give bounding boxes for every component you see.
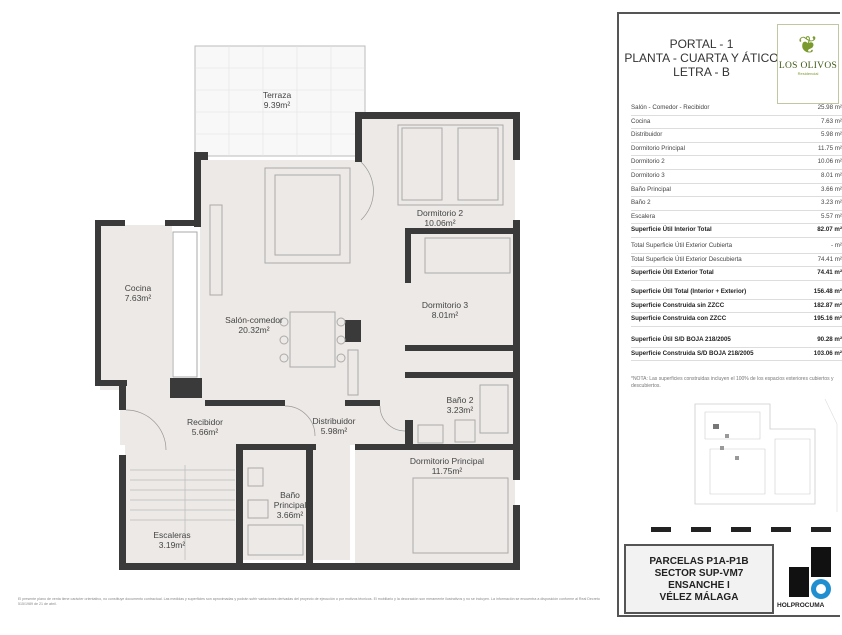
- room-name: Recibidor: [187, 417, 223, 427]
- surface-row: [631, 313, 842, 327]
- room-area: 5.66m²: [191, 427, 219, 437]
- surface-row: [631, 240, 842, 254]
- floor-label: PLANTA - CUARTA Y ÁTICO: [624, 51, 779, 65]
- room-name: Salón-comedor: [225, 315, 283, 325]
- olive-branch-icon: ❦: [797, 32, 819, 59]
- surface-label: Total Superficie Útil Exterior Cubierta: [631, 242, 733, 249]
- room-area: 8.01m²: [431, 310, 459, 320]
- room-label-recibidor: [187, 417, 223, 437]
- site-location-map: [675, 394, 842, 512]
- surface-label: Cocina: [631, 117, 651, 125]
- surface-value: 103.06 m²: [813, 349, 842, 357]
- room-name: Baño Principal: [273, 490, 307, 510]
- room-area: 5.98m²: [320, 426, 348, 436]
- scale-bar: [651, 527, 842, 533]
- surface-value: 82.07 m²: [817, 226, 842, 234]
- surface-value: 25.98 m²: [817, 104, 842, 111]
- surface-value: 5.98 m²: [821, 131, 842, 139]
- surface-label: Superficie Construida sin ZZCC: [631, 301, 725, 309]
- room-label-cocina: [125, 283, 151, 303]
- surface-label: Superficie Útil Interior Total: [631, 226, 712, 234]
- surface-row: [631, 267, 842, 281]
- interior-surfaces-table: [631, 102, 842, 238]
- room-label-terraza: [263, 90, 291, 110]
- room-label-bano-principal: [268, 490, 313, 520]
- room-label-dormitorio-2: [417, 208, 463, 228]
- surface-value: - m²: [831, 242, 842, 249]
- room-area: 7.63m²: [124, 293, 152, 303]
- room-label-escaleras: [153, 530, 190, 550]
- surface-row: [631, 102, 842, 116]
- room-label-bano-2: [447, 395, 474, 415]
- surface-value: 74.41 m²: [817, 255, 842, 263]
- surface-row: [631, 184, 842, 198]
- room-area: 3.66m²: [276, 510, 304, 520]
- surface-value: 90.28 m²: [817, 336, 842, 343]
- boja-surfaces-table: [631, 334, 842, 361]
- surface-label: Dormitorio Principal: [631, 144, 685, 152]
- parcelas-line-4: VÉLEZ MÁLAGA: [659, 592, 739, 603]
- total-surfaces-table: [631, 286, 842, 327]
- surface-row: [631, 116, 842, 130]
- room-area: 11.75m²: [431, 466, 463, 476]
- info-panel: [617, 12, 840, 617]
- room-name: Baño 2: [446, 395, 474, 405]
- room-name: Dormitorio 3: [421, 300, 469, 310]
- logo-name: LOS OLIVOS: [778, 61, 838, 71]
- surface-label: Dormitorio 2: [631, 158, 665, 166]
- room-area: 3.23m²: [446, 405, 474, 415]
- portal-label: PORTAL - 1: [669, 37, 734, 51]
- parcelas-line-3: ENSANCHE I: [668, 580, 730, 591]
- parcelas-line-2: SECTOR SUP-VM7: [654, 568, 744, 579]
- surface-label: Superficie Construida con ZZCC: [631, 315, 727, 323]
- surface-label: Superficie Útil S/D BOJA 218/2005: [631, 336, 731, 343]
- surface-row: [631, 348, 842, 362]
- surface-row: [631, 211, 842, 225]
- surface-row: [631, 197, 842, 211]
- room-area: 20.32m²: [238, 325, 270, 335]
- surface-value: 182.87 m²: [813, 301, 842, 309]
- surface-label: Superficie Útil Total (Interior + Exterior): [631, 288, 747, 295]
- surface-value: 195.16 m²: [813, 315, 842, 323]
- logo-subtitle: Residencial: [797, 71, 819, 76]
- room-name: Terraza: [262, 90, 292, 100]
- surface-row: [631, 334, 842, 348]
- surface-row: [631, 143, 842, 157]
- letter-label: LETRA - B: [673, 65, 730, 79]
- holprocuma-name: HOLPROCUMA: [777, 602, 825, 609]
- room-label-dormitorio-3: [422, 300, 468, 320]
- surface-row: [631, 254, 842, 268]
- surface-label: Distribuidor: [631, 131, 663, 139]
- surfaces-note: *NOTA: Las superficies construidas incluyen el 100% de los espacios exteriores cubiertos y descubiertos.: [631, 376, 834, 389]
- surface-value: 8.01 m²: [821, 171, 842, 179]
- surface-value: 3.23 m²: [821, 199, 842, 207]
- surface-value: 156.48 m²: [813, 288, 842, 295]
- parcelas-line-1: PARCELAS P1A-P1B: [649, 556, 749, 567]
- surface-label: Dormitorio 3: [631, 171, 665, 179]
- surface-row: [631, 156, 842, 170]
- exterior-surfaces-table: [631, 240, 842, 281]
- room-area: 9.39m²: [263, 100, 291, 110]
- surface-label: Baño Principal: [631, 185, 671, 193]
- room-name: Cocina: [124, 283, 152, 293]
- surface-row: [631, 286, 842, 300]
- room-name: Dormitorio Principal: [409, 456, 485, 466]
- surface-label: Total Superficie Útil Exterior Descubierta: [631, 255, 742, 263]
- surface-row: [631, 170, 842, 184]
- room-name: Dormitorio 2: [416, 208, 464, 218]
- surface-value: 7.63 m²: [821, 117, 842, 125]
- room-label-dormitorio-principal: [410, 456, 484, 476]
- surface-value: 74.41 m²: [817, 269, 842, 277]
- room-label-salon-comedor: [225, 315, 283, 335]
- surface-row: [631, 129, 842, 143]
- room-name: Escaleras: [153, 530, 191, 540]
- holprocuma-logo-icon: [781, 547, 839, 602]
- surface-row: [631, 224, 842, 238]
- surface-value: 3.66 m²: [821, 185, 842, 193]
- room-name: Distribuidor: [312, 416, 356, 426]
- unit-header: [619, 37, 784, 79]
- surface-value: 5.57 m²: [821, 212, 842, 220]
- room-area: 10.06m²: [424, 218, 456, 228]
- surface-label: Escalera: [631, 212, 656, 220]
- surface-value: 11.75 m²: [818, 144, 842, 152]
- parcelas-box: [624, 544, 774, 614]
- surface-label: Baño 2: [631, 199, 651, 207]
- surface-value: 10.06 m²: [817, 158, 842, 166]
- surface-row: [631, 300, 842, 314]
- surface-label: Superficie Construida S/D BOJA 218/2005: [631, 349, 754, 357]
- surface-label: Superficie Útil Exterior Total: [631, 269, 714, 277]
- surface-label: Salón - Comedor - Recibidor: [631, 104, 710, 111]
- room-area: 3.19m²: [158, 540, 186, 550]
- room-label-distribuidor: [313, 416, 356, 436]
- los-olivos-logo: [777, 24, 839, 104]
- legal-disclaimer: El presente plano de venta tiene carácter orientativo, no constituye documento contractual. Las medidas y superficies son aproximadas y podrán sufrir variaciones derivadas del proyecto de ejecución o por motivos técnicos. El mobiliario y la decoración son meramente ilustrativos y no se incluyen. La información se encuentra a disposición conforme al Real Decreto 515/1989 de 21 de abril.: [18, 597, 600, 606]
